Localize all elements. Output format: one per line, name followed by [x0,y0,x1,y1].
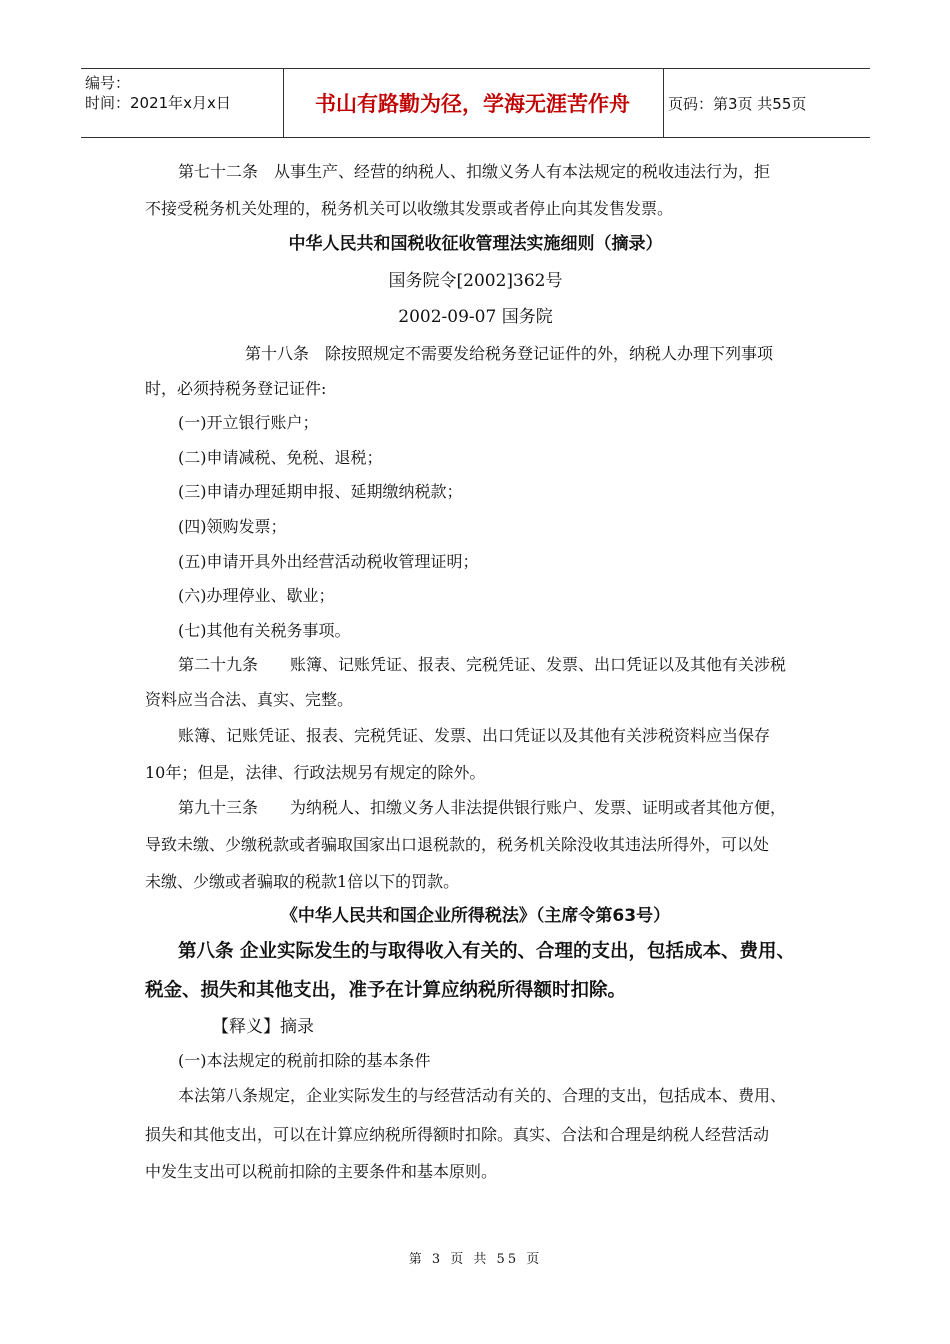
article-bold-line: 税金、损失和其他支出，准予在计算应纳税所得额时扣除。 [145,980,627,1001]
body-line: 第七十二条 从事生产、经营的纳税人、扣缴义务人有本法规定的税收违法行为，拒 [178,162,771,181]
list-item: (一)开立银行账户； [178,413,319,432]
body-line: 第二十九条 账簿、记账凭证、报表、完税凭证、发票、出口凭证以及其他有关涉税 [178,655,787,674]
list-item: (五)申请开具外出经营活动税收管理证明； [178,552,479,571]
body-line: 资料应当合法、真实、完整。 [145,690,354,709]
section-heading: 《中华人民共和国企业所得税法》（主席令第63号） [280,906,671,926]
header-page-info: 页码：第3页 共55页 [668,94,807,113]
body-line: 第十八条 除按照规定不需要发给税务登记证件的外，纳税人办理下列事项 [245,344,774,363]
body-line: 损失和其他支出，可以在计算应纳税所得额时扣除。真实、合法和合理是纳税人经营活动 [145,1125,770,1144]
decree-number: 国务院令[2002]362号 [388,271,563,291]
body-line: 10年；但是，法律、行政法规另有规定的除外。 [145,763,486,782]
list-item: (四)领购发票； [178,517,287,536]
body-line: 第九十三条 为纳税人、扣缴义务人非法提供银行账户、发票、证明或者其他方便， [178,798,787,817]
body-line: 账簿、记账凭证、报表、完税凭证、发票、出口凭证以及其他有关涉税资料应当保存 [178,726,771,745]
page-footer: 第 3 页 共 55 页 [408,1252,543,1267]
body-line: 导致未缴、少缴税款或者骗取国家出口退税款的，税务机关除没收其违法所得外，可以处 [145,835,770,854]
body-line: (一)本法规定的税前扣除的基本条件 [178,1051,431,1070]
body-line: 不接受税务机关处理的，税务机关可以收缴其发票或者停止向其发售发票。 [145,199,674,218]
body-line: 未缴、少缴或者骗取的税款1倍以下的罚款。 [145,872,460,891]
body-line: 中发生支出可以税前扣除的主要条件和基本原则。 [145,1162,498,1181]
section-heading: 中华人民共和国税收征收管理法实施细则（摘录） [288,234,663,254]
list-item: (六)办理停业、歇业； [178,586,335,605]
body-line: 本法第八条规定，企业实际发生的与经营活动有关的、合理的支出，包括成本、费用、 [178,1086,787,1105]
list-item: (二)申请减税、免税、退税； [178,448,383,467]
interpretation-heading: 【释义】摘录 [212,1017,314,1037]
document-date: 时间：2021年x月x日 [85,94,231,112]
header-motto: 书山有路勤为径，学海无涯苦作舟 [315,92,630,116]
list-item: (三)申请办理延期申报、延期缴纳税款； [178,482,463,501]
decree-date: 2002-09-07 国务院 [398,307,553,327]
document-number-label: 编号： [85,74,131,92]
list-item: (七)其他有关税务事项。 [178,621,351,640]
body-line: 时，必须持税务登记证件: [145,379,327,398]
article-bold-line: 第八条 企业实际发生的与取得收入有关的、合理的支出，包括成本、费用、 [178,941,795,962]
page-header [81,68,870,138]
header-meta [81,69,283,137]
